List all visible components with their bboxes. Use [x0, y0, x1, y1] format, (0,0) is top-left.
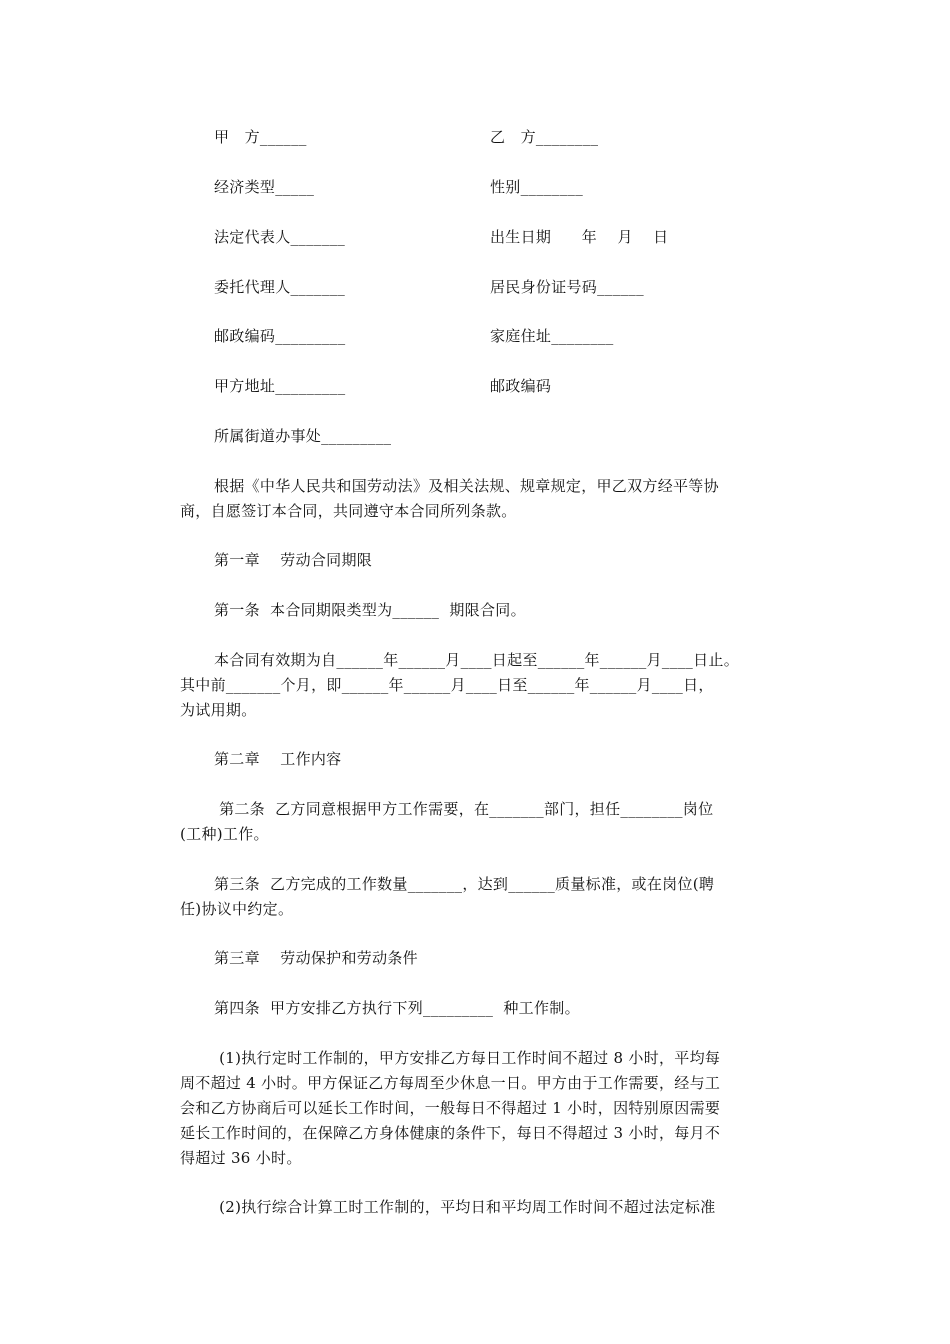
postal-code-b-field: 邮政编码 — [490, 377, 552, 395]
term-line: 其中前_______个月，即______年______月____日至______年______月____日， — [180, 676, 714, 694]
clause-1-line: 会和乙方协商后可以延长工作时间，一般每日不得超过 1 小时，因特别原因需要 — [180, 1099, 721, 1117]
street-office-field: 所属街道办事处_________ — [214, 427, 392, 445]
chapter-1-title: 第一章 劳动合同期限 — [214, 551, 373, 569]
clause-1-line: 周不超过 4 小时。甲方保证乙方每周至少休息一日。甲方由于工作需要，经与工 — [180, 1074, 721, 1092]
birth-date-field: 出生日期 年 月 日 — [490, 228, 669, 246]
clause-2-line: (2)执行综合计算工时工作制的，平均日和平均周工作时间不超过法定标准 — [214, 1198, 716, 1216]
party-a-field: 甲 方______ — [214, 128, 307, 146]
chapter-2-title: 第二章 工作内容 — [214, 750, 342, 768]
gender-field: 性别________ — [490, 178, 584, 196]
postal-code-a-field: 邮政编码_________ — [214, 327, 346, 345]
clause-1-line: 得超过 36 小时。 — [180, 1149, 302, 1167]
home-address-field: 家庭住址________ — [490, 327, 614, 345]
article-1: 第一条 本合同期限类型为______ 期限合同。 — [214, 601, 526, 619]
intro-line: 根据《中华人民共和国劳动法》及相关法规、规章规定，甲乙双方经平等协 — [214, 477, 719, 495]
article-2-line: (工种)工作。 — [180, 825, 269, 843]
article-3-line: 任)协议中约定。 — [180, 900, 294, 918]
intro-line: 商，自愿签订本合同，共同遵守本合同所列条款。 — [180, 502, 517, 520]
clause-1-line: 延长工作时间的，在保障乙方身体健康的条件下，每日不得超过 3 小时，每月不 — [180, 1124, 721, 1142]
address-a-field: 甲方地址_________ — [214, 377, 346, 395]
term-line: 本合同有效期为自______年______月____日起至______年______月____日止。 — [214, 651, 740, 669]
article-3-line: 第三条 乙方完成的工作数量_______，达到______质量标准，或在岗位(聘 — [214, 875, 715, 893]
legal-rep-field: 法定代表人_______ — [214, 228, 346, 246]
article-2-line: 第二条 乙方同意根据甲方工作需要，在_______部门，担任________岗位 — [214, 800, 714, 818]
agent-field: 委托代理人_______ — [214, 278, 346, 296]
clause-1-line: (1)执行定时工作制的，甲方安排乙方每日工作时间不超过 8 小时，平均每 — [214, 1049, 721, 1067]
economic-type-field: 经济类型_____ — [214, 178, 315, 196]
party-b-field: 乙 方________ — [490, 128, 599, 146]
term-line: 为试用期。 — [180, 701, 257, 719]
id-number-field: 居民身份证号码______ — [490, 278, 644, 296]
chapter-3-title: 第三章 劳动保护和劳动条件 — [214, 949, 418, 967]
article-4: 第四条 甲方安排乙方执行下列_________ 种工作制。 — [214, 999, 580, 1017]
